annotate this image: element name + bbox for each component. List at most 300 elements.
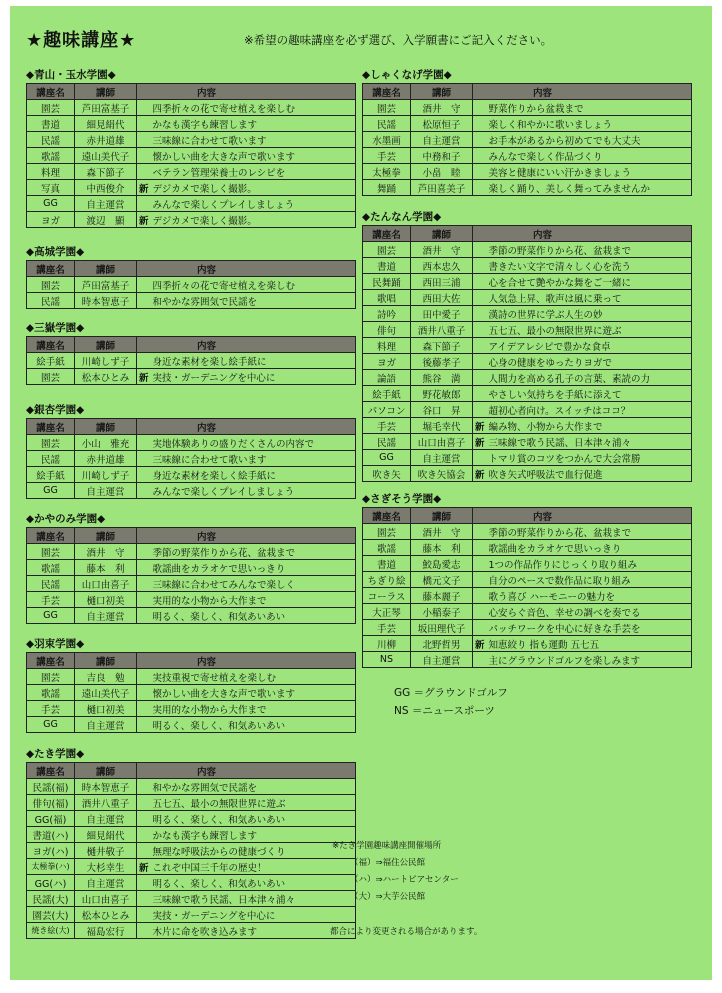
instructor-cell: 細見絹代 — [75, 116, 137, 132]
table-row — [27, 811, 356, 827]
section-heading: ◆銀杏学園◆ — [26, 404, 85, 416]
table-row — [363, 148, 692, 164]
content-cell: 身近な素材を楽し絵手紙に — [151, 353, 356, 369]
course-name-cell: GG — [27, 608, 75, 624]
table-row — [27, 717, 356, 733]
instructor-cell: 北野哲男 — [411, 636, 473, 652]
table-row — [27, 353, 356, 369]
course-name-cell: 書道 — [363, 556, 411, 572]
table-row — [363, 418, 692, 434]
course-name-cell: 手芸 — [27, 592, 75, 608]
table-row — [27, 907, 356, 923]
taki-note-dai: （大）⇒大芋公民館 — [350, 892, 426, 902]
course-name-cell: 民謡 — [27, 451, 75, 467]
content-cell: 木片に命を吹き込みます — [151, 923, 356, 939]
course-name-cell: 園芸 — [27, 100, 75, 116]
table-row — [27, 483, 356, 499]
course-section — [26, 747, 356, 939]
table-row — [363, 338, 692, 354]
instructor-cell: 自主運営 — [75, 717, 137, 733]
course-name-cell: GG(福) — [27, 811, 75, 827]
content-cell: みんなで楽しくプレイしましょう — [151, 483, 356, 499]
course-table — [26, 418, 356, 499]
table-row — [363, 354, 692, 370]
course-name-cell: 民舞踊 — [363, 274, 411, 290]
instructor-cell: 西本忠久 — [411, 258, 473, 274]
course-name-cell: 論語 — [363, 370, 411, 386]
course-name-cell: 歌謡 — [363, 540, 411, 556]
header-content: 内容 — [473, 508, 692, 524]
instructor-cell: 樋井敬子 — [75, 843, 137, 859]
new-badge — [473, 450, 487, 466]
table-row — [27, 148, 356, 164]
table-header-row — [27, 419, 356, 435]
content-cell: パッチワークを中心に好きな手芸を — [487, 620, 692, 636]
new-badge — [137, 164, 151, 180]
new-badge — [473, 164, 487, 180]
content-cell: 心安らぐ音色、幸せの調べを奏でる — [487, 604, 692, 620]
new-badge — [473, 290, 487, 306]
course-table — [26, 336, 356, 385]
table-row — [363, 588, 692, 604]
instructor-cell: 谷口 昇 — [411, 402, 473, 418]
new-badge — [137, 293, 151, 309]
header-course-name: 講座名 — [27, 653, 75, 669]
table-row — [363, 274, 692, 290]
section-heading: ◆羽束学園◆ — [26, 638, 85, 650]
new-badge — [473, 132, 487, 148]
course-table — [26, 83, 356, 228]
course-name-cell: 川柳 — [363, 636, 411, 652]
content-cell: 明るく、楽しく、和気あいあい — [151, 811, 356, 827]
table-header-row — [27, 653, 356, 669]
new-badge — [137, 435, 151, 451]
table-row — [363, 524, 692, 540]
new-badge — [137, 451, 151, 467]
table-row — [27, 560, 356, 576]
new-badge — [473, 100, 487, 116]
table-row — [27, 132, 356, 148]
content-cell: 人間力を高める孔子の言葉、素読の力 — [487, 370, 692, 386]
course-table — [26, 260, 356, 309]
new-badge — [473, 306, 487, 322]
course-name-cell: 詩吟 — [363, 306, 411, 322]
instructor-cell: 藤本 利 — [411, 540, 473, 556]
instructor-cell: 森下節子 — [75, 164, 137, 180]
new-badge — [137, 467, 151, 483]
table-row — [27, 100, 356, 116]
new-badge — [137, 196, 151, 212]
instructor-cell: 渡辺 顯 — [75, 212, 137, 228]
new-badge — [137, 148, 151, 164]
instructor-cell: 遠山美代子 — [75, 685, 137, 701]
header-course-name: 講座名 — [363, 226, 411, 242]
course-name-cell: 太極拳 — [363, 164, 411, 180]
new-badge — [137, 843, 151, 859]
course-name-cell: 歌謡 — [27, 685, 75, 701]
new-badge — [137, 685, 151, 701]
course-name-cell: GG — [27, 196, 75, 212]
course-name-cell: パソコン — [363, 402, 411, 418]
instructor-cell: 赤井道雄 — [75, 132, 137, 148]
new-badge — [473, 524, 487, 540]
section-heading: ◆たんなん学園◆ — [362, 211, 442, 223]
new-badge — [137, 827, 151, 843]
table-row — [363, 620, 692, 636]
course-name-cell: ちぎり絵 — [363, 572, 411, 588]
instructor-cell: 松原恒子 — [411, 116, 473, 132]
instructor-cell: 福島宏行 — [75, 923, 137, 939]
course-name-cell: 書道(ハ) — [27, 827, 75, 843]
new-badge — [137, 779, 151, 795]
instructor-cell: 自主運営 — [75, 811, 137, 827]
new-badge — [473, 604, 487, 620]
content-cell: かなも漢字も練習します — [151, 116, 356, 132]
instructor-cell: 自主運営 — [75, 196, 137, 212]
instructor-cell: 酒井 守 — [75, 544, 137, 560]
table-row — [27, 827, 356, 843]
content-cell: ベテラン管理栄養士のレシピを — [151, 164, 356, 180]
course-name-cell: GG — [27, 483, 75, 499]
content-cell: 身近な素材を楽しく絵手紙に — [151, 467, 356, 483]
content-cell: 歌謡曲をカラオケで思いっきり — [151, 560, 356, 576]
instructor-cell: 西田三浦 — [411, 274, 473, 290]
instructor-cell: 吹き矢協会 — [411, 466, 473, 482]
content-cell: デジカメで楽しく撮影。 — [151, 212, 356, 228]
course-name-cell: 俳句(福) — [27, 795, 75, 811]
table-row — [363, 258, 692, 274]
table-row — [27, 544, 356, 560]
new-badge — [137, 701, 151, 717]
instructor-cell: 小稲泰子 — [411, 604, 473, 620]
table-header-row — [27, 763, 356, 779]
table-row — [363, 636, 692, 652]
table-row — [363, 556, 692, 572]
content-cell: 五七五、最小の無限世界に遊ぶ — [151, 795, 356, 811]
course-name-cell: 民謡 — [27, 293, 75, 309]
course-name-cell: 園芸 — [363, 524, 411, 540]
instructor-cell: 熊谷 満 — [411, 370, 473, 386]
new-badge — [137, 353, 151, 369]
new-badge — [473, 652, 487, 668]
content-cell: 実技重視で寄せ植えを楽しむ — [151, 669, 356, 685]
instructor-cell: 細見絹代 — [75, 827, 137, 843]
instructor-cell: 赤井道雄 — [75, 451, 137, 467]
content-cell: 人気急上昇、歌声は風に乗って — [487, 290, 692, 306]
instructor-cell: 酒井八重子 — [411, 322, 473, 338]
instructor-cell: 小山 雅充 — [75, 435, 137, 451]
new-badge — [473, 540, 487, 556]
header-instructor: 講師 — [75, 528, 137, 544]
content-cell: 三味線に合わせて歌います — [151, 132, 356, 148]
new-badge — [137, 116, 151, 132]
new-badge — [473, 322, 487, 338]
content-cell: 懐かしい曲を大きな声で歌います — [151, 148, 356, 164]
table-row — [27, 843, 356, 859]
new-badge — [473, 572, 487, 588]
header-course-name: 講座名 — [363, 508, 411, 524]
new-badge — [473, 556, 487, 572]
course-table — [362, 507, 692, 668]
content-cell: 書きたい文字で清々しく心を洗う — [487, 258, 692, 274]
course-name-cell: 園芸 — [363, 100, 411, 116]
header-content: 内容 — [473, 84, 692, 100]
content-cell: 実用的な小物から大作まで — [151, 592, 356, 608]
new-badge — [137, 483, 151, 499]
course-name-cell: ヨガ — [363, 354, 411, 370]
course-name-cell: 写真 — [27, 180, 75, 196]
new-badge — [137, 923, 151, 939]
header-course-name: 講座名 — [27, 337, 75, 353]
course-name-cell: 園芸 — [27, 544, 75, 560]
instructor-cell: 後藤孝子 — [411, 354, 473, 370]
content-cell: かなも漢字も練習します — [151, 827, 356, 843]
table-row — [27, 669, 356, 685]
instructor-cell: 西田大佐 — [411, 290, 473, 306]
instructor-cell: 自主運営 — [75, 875, 137, 891]
content-cell: 心身の健康をゆったりヨガで — [487, 354, 692, 370]
content-cell: 四季折々の花で寄せ植えを楽しむ — [151, 100, 356, 116]
course-name-cell: 手芸 — [363, 148, 411, 164]
table-row — [27, 608, 356, 624]
header-course-name: 講座名 — [27, 763, 75, 779]
instructor-cell: 山口由喜子 — [411, 434, 473, 450]
table-row — [27, 164, 356, 180]
content-cell: 実地体験ありの盛りだくさんの内容で — [151, 435, 356, 451]
instructor-cell: 時本智恵子 — [75, 779, 137, 795]
header-instructor: 講師 — [411, 226, 473, 242]
course-name-cell: GG — [363, 450, 411, 466]
table-row — [363, 290, 692, 306]
header-instructor: 講師 — [75, 653, 137, 669]
course-name-cell: 民謡 — [27, 132, 75, 148]
table-row — [27, 779, 356, 795]
section-heading: ◆青山・玉水学園◆ — [26, 69, 116, 81]
content-cell: 美容と健康にいい汗かきましょう — [487, 164, 692, 180]
content-cell: 三味線で歌う民謡、日本津々浦々 — [487, 434, 692, 450]
content-cell: 三味線に合わせてみんなで楽しく — [151, 576, 356, 592]
course-name-cell: 歌謡 — [27, 560, 75, 576]
table-row — [363, 434, 692, 450]
header-content: 内容 — [137, 261, 356, 277]
new-badge — [473, 274, 487, 290]
content-cell: 自分のペースで数作品に取り組み — [487, 572, 692, 588]
instructor-cell: 松本ひとみ — [75, 907, 137, 923]
instructor-cell: 酒井 守 — [411, 100, 473, 116]
course-name-cell: 手芸 — [27, 701, 75, 717]
header-content: 内容 — [137, 419, 356, 435]
instructor-cell: 自主運営 — [411, 450, 473, 466]
new-badge — [137, 669, 151, 685]
content-cell: 実用的な小物から大作まで — [151, 701, 356, 717]
course-name-cell: 料理 — [363, 338, 411, 354]
section-heading: ◆しゃくなげ学園◆ — [362, 69, 452, 81]
content-cell: 季節の野菜作りから花、盆栽まで — [151, 544, 356, 560]
table-header-row — [363, 84, 692, 100]
course-name-cell: 料理 — [27, 164, 75, 180]
course-name-cell: 舞踊 — [363, 180, 411, 196]
course-section — [362, 210, 692, 482]
table-row — [27, 891, 356, 907]
content-cell: これぞ中国三千年の歴史！ — [151, 859, 356, 875]
table-row — [27, 277, 356, 293]
course-table — [26, 762, 356, 939]
course-name-cell: 民謡(福) — [27, 779, 75, 795]
taki-note-fuku: （福）⇒福住公民館 — [350, 858, 426, 868]
content-cell: みんなで楽しくプレイしましょう — [151, 196, 356, 212]
new-badge — [137, 132, 151, 148]
new-badge — [473, 338, 487, 354]
new-badge: 新 — [473, 636, 487, 652]
instructor-cell: 藤本麗子 — [411, 588, 473, 604]
header-content: 内容 — [137, 84, 356, 100]
new-badge — [473, 354, 487, 370]
course-name-cell: 絵手紙 — [27, 353, 75, 369]
instructor-cell: 野花敏郎 — [411, 386, 473, 402]
table-row — [363, 306, 692, 322]
course-name-cell: 園芸(大) — [27, 907, 75, 923]
course-name-cell: 書道 — [363, 258, 411, 274]
instructor-cell: 遠山美代子 — [75, 148, 137, 164]
new-badge — [137, 811, 151, 827]
course-name-cell: 民謡(大) — [27, 891, 75, 907]
content-cell: 無理な呼吸法からの健康づくり — [151, 843, 356, 859]
table-header-row — [363, 226, 692, 242]
course-section — [26, 512, 356, 624]
content-cell: 三味線で歌う民謡、日本津々浦々 — [151, 891, 356, 907]
course-name-cell: 大正琴 — [363, 604, 411, 620]
taki-note-title: ※たき学園趣味講座開催場所 — [332, 841, 442, 851]
table-row — [27, 576, 356, 592]
course-section — [26, 403, 356, 499]
header-content: 内容 — [137, 528, 356, 544]
course-name-cell: ヨガ(ハ) — [27, 843, 75, 859]
header-instructor: 講師 — [411, 508, 473, 524]
table-header-row — [27, 84, 356, 100]
table-row — [27, 451, 356, 467]
table-header-row — [27, 337, 356, 353]
table-row — [27, 467, 356, 483]
table-row — [363, 450, 692, 466]
section-heading: ◆さぎそう学園◆ — [362, 493, 442, 505]
header-content: 内容 — [473, 226, 692, 242]
new-badge: 新 — [473, 418, 487, 434]
new-badge — [137, 795, 151, 811]
content-cell: 主にグラウンドゴルフを楽しみます — [487, 652, 692, 668]
instructor-cell: 田中愛子 — [411, 306, 473, 322]
new-badge — [473, 402, 487, 418]
course-name-cell: 民謡 — [363, 116, 411, 132]
table-row — [27, 212, 356, 228]
table-row — [363, 604, 692, 620]
course-table — [362, 225, 692, 482]
course-name-cell: 園芸 — [363, 242, 411, 258]
course-table — [362, 83, 692, 196]
new-badge — [473, 148, 487, 164]
header-course-name: 講座名 — [27, 419, 75, 435]
course-section — [362, 492, 692, 668]
new-badge — [473, 180, 487, 196]
table-row — [27, 293, 356, 309]
content-cell: 四季折々の花で寄せ植えを楽しむ — [151, 277, 356, 293]
table-header-row — [363, 508, 692, 524]
course-name-cell: GG(ハ) — [27, 875, 75, 891]
header-course-name: 講座名 — [27, 261, 75, 277]
table-row — [363, 466, 692, 482]
instructor-cell: 松本ひとみ — [75, 369, 137, 385]
instructor-cell: 川崎しず子 — [75, 353, 137, 369]
course-name-cell: NS — [363, 652, 411, 668]
new-badge — [473, 258, 487, 274]
content-cell: 実技・ガーデニングを中心に — [151, 907, 356, 923]
instructor-cell: 鮫島愛志 — [411, 556, 473, 572]
course-name-cell: 園芸 — [27, 369, 75, 385]
new-badge — [137, 560, 151, 576]
header-course-name: 講座名 — [27, 84, 75, 100]
table-row — [363, 386, 692, 402]
new-badge — [137, 717, 151, 733]
table-header-row — [27, 528, 356, 544]
section-heading: ◆三嶽学園◆ — [26, 322, 85, 334]
content-cell: 超初心者向け。スイッチはココ？ — [487, 402, 692, 418]
table-row — [363, 180, 692, 196]
course-section — [26, 245, 356, 309]
new-badge: 新 — [137, 369, 151, 385]
content-cell: お手本があるから初めてでも大丈夫 — [487, 132, 692, 148]
instructor-cell: 芦田喜美子 — [411, 180, 473, 196]
instructor-cell: 中務和子 — [411, 148, 473, 164]
instructor-cell: 山口由喜子 — [75, 576, 137, 592]
course-name-cell: コーラス — [363, 588, 411, 604]
new-badge — [473, 588, 487, 604]
new-badge: 新 — [137, 859, 151, 875]
table-row — [363, 652, 692, 668]
header-instructor: 講師 — [75, 337, 137, 353]
section-heading: ◆高城学園◆ — [26, 246, 85, 258]
new-badge — [473, 116, 487, 132]
course-name-cell: 手芸 — [363, 418, 411, 434]
new-badge — [137, 544, 151, 560]
course-table — [26, 652, 356, 733]
content-cell: みんなで楽しく作品づくり — [487, 148, 692, 164]
instructor-cell: 堀毛幸代 — [411, 418, 473, 434]
table-row — [363, 402, 692, 418]
course-name-cell: 絵手紙 — [363, 386, 411, 402]
new-badge — [473, 370, 487, 386]
table-row — [363, 100, 692, 116]
table-row — [27, 685, 356, 701]
table-row — [363, 322, 692, 338]
table-row — [27, 701, 356, 717]
instructor-cell: 川崎しず子 — [75, 467, 137, 483]
course-name-cell: 民謡 — [27, 576, 75, 592]
section-heading: ◆かやのみ学園◆ — [26, 513, 106, 525]
instructor-cell: 芦田富基子 — [75, 277, 137, 293]
instructor-cell: 藤本 利 — [75, 560, 137, 576]
new-badge — [473, 242, 487, 258]
content-cell: 漢詩の世界に学ぶ人生の妙 — [487, 306, 692, 322]
content-cell: トマリ賞のコツをつかんで大会常勝 — [487, 450, 692, 466]
new-badge — [137, 891, 151, 907]
new-badge — [137, 576, 151, 592]
footnote: 都合により変更される場合があります。 — [330, 927, 483, 937]
table-row — [363, 242, 692, 258]
content-cell: 楽しく踊り、美しく舞ってみませんか — [487, 180, 692, 196]
content-cell: 知恵絞り 指も運動 五七五 — [487, 636, 692, 652]
table-row — [363, 116, 692, 132]
course-section — [26, 68, 356, 228]
instructor-cell: 樋口初美 — [75, 592, 137, 608]
